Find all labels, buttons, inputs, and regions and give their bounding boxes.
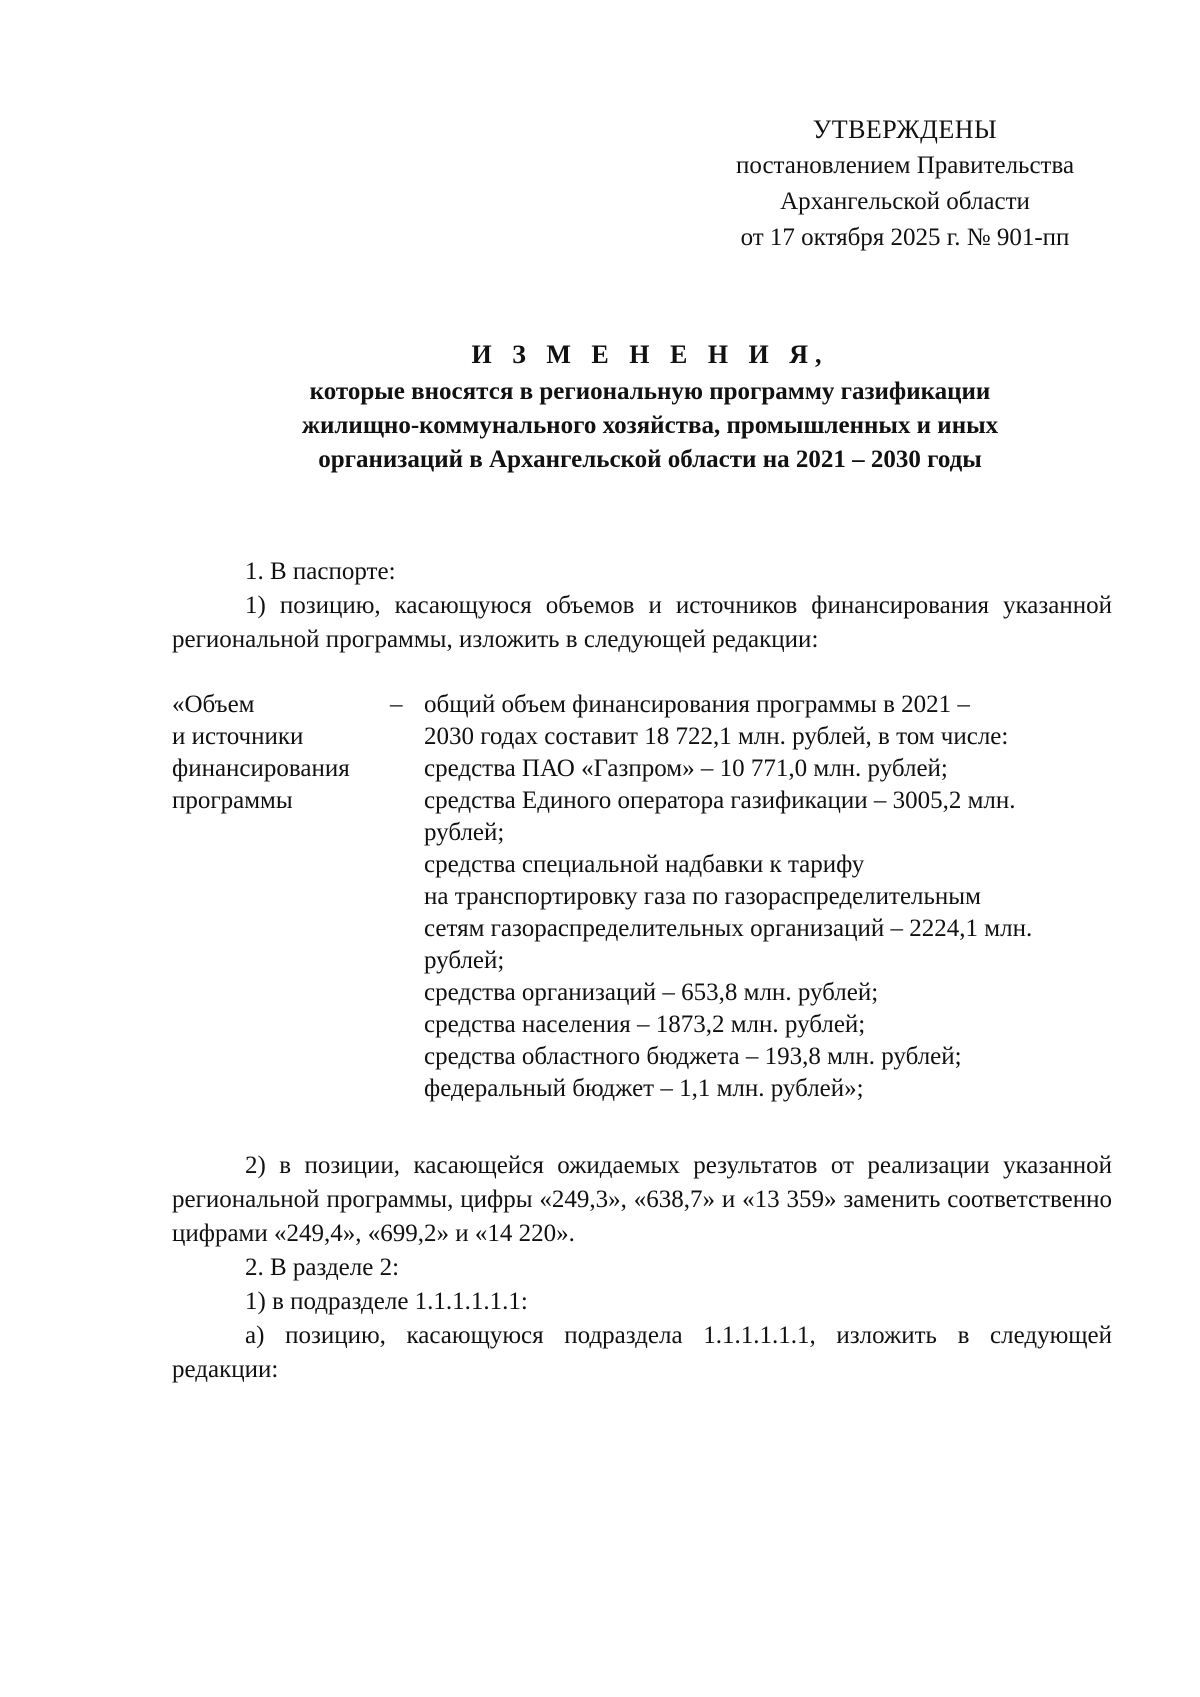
finance-value-line: федеральный бюджет – 1,1 млн. рублей»; [424, 1075, 864, 1102]
approval-stamp [700, 112, 1110, 256]
finance-value-line: средства населения – 1873,2 млн. рублей; [424, 1011, 866, 1038]
finance-value-line: средства Единого оператора газификации – 3005,2 млн. [424, 787, 1016, 814]
finance-value-line: общий объем финансирования программы в 2021 – [424, 691, 970, 718]
finance-value-line: 2030 годах составит 18 722,1 млн. рублей, в том числе: [424, 723, 1009, 750]
approval-line-3: от 17 октября 2025 г. № 901-пп [740, 224, 1070, 251]
finance-label-line: и источники [172, 723, 304, 750]
finance-value-line: рублей; [424, 947, 505, 974]
finance-dash: – [390, 691, 403, 718]
finance-value-line: средства областного бюджета – 193,8 млн. рублей; [424, 1043, 962, 1070]
finance-value-line: средства специальной надбавки к тарифу [424, 851, 865, 878]
title-line-2: жилищно-коммунального хозяйства, промышленных и иных [301, 412, 999, 439]
section-2 [172, 1149, 1112, 1387]
finance-label-line: финансирования [172, 755, 350, 782]
section-2-sub-1: 1) в подразделе 1.1.1.1.1.1: [245, 1288, 528, 1315]
finance-value-line: средства ПАО «Газпром» – 10 771,0 млн. рублей; [424, 755, 948, 782]
title-line-3: организаций в Архангельской области на 2021 – 2030 годы [318, 446, 982, 473]
title-heading: И З М Е Н Е Н И Я, [471, 340, 829, 369]
finance-value-line: рублей; [424, 819, 505, 846]
section-2-heading: 2. В разделе 2: [245, 1254, 400, 1281]
section-2-sub-1a: а) позицию, касающуюся подраздела 1.1.1.1.1.1, изложить в следующей редакции: [172, 1322, 1112, 1383]
finance-value-line: сетям газораспределительных организаций – 2224,1 млн. [424, 915, 1033, 942]
section-1-item-1: 1) позицию, касающуюся объемов и источников финансирования указанной региональной программы, изложить в следующей редакции: [172, 592, 1112, 653]
title-line-1: которые вносятся в региональную программу газификации [309, 378, 991, 405]
approval-heading: УТВЕРЖДЕНЫ [812, 115, 998, 144]
finance-label-line: программы [172, 787, 293, 814]
finance-values [424, 689, 1112, 1105]
approval-line-2: Архангельской области [780, 188, 1030, 215]
finance-label [172, 689, 392, 817]
section-1-heading: 1. В паспорте: [245, 558, 396, 585]
finance-label-line: «Объем [172, 691, 255, 718]
section-1 [172, 555, 1112, 657]
finance-value-line: на транспортировку газа по газораспределительным [424, 883, 981, 910]
section-1-item-2: 2) в позиции, касающейся ожидаемых результатов от реализации указанной региональной программы, цифры «249,3», «638,7» и «13 359» заменить соответственно цифрами «249,4», «699,2» и «14 220». [172, 1152, 1112, 1247]
document-title [180, 338, 1120, 477]
approval-line-1: постановлением Правительства [735, 152, 1075, 179]
finance-value-line: средства организаций – 653,8 млн. рублей; [424, 979, 879, 1006]
